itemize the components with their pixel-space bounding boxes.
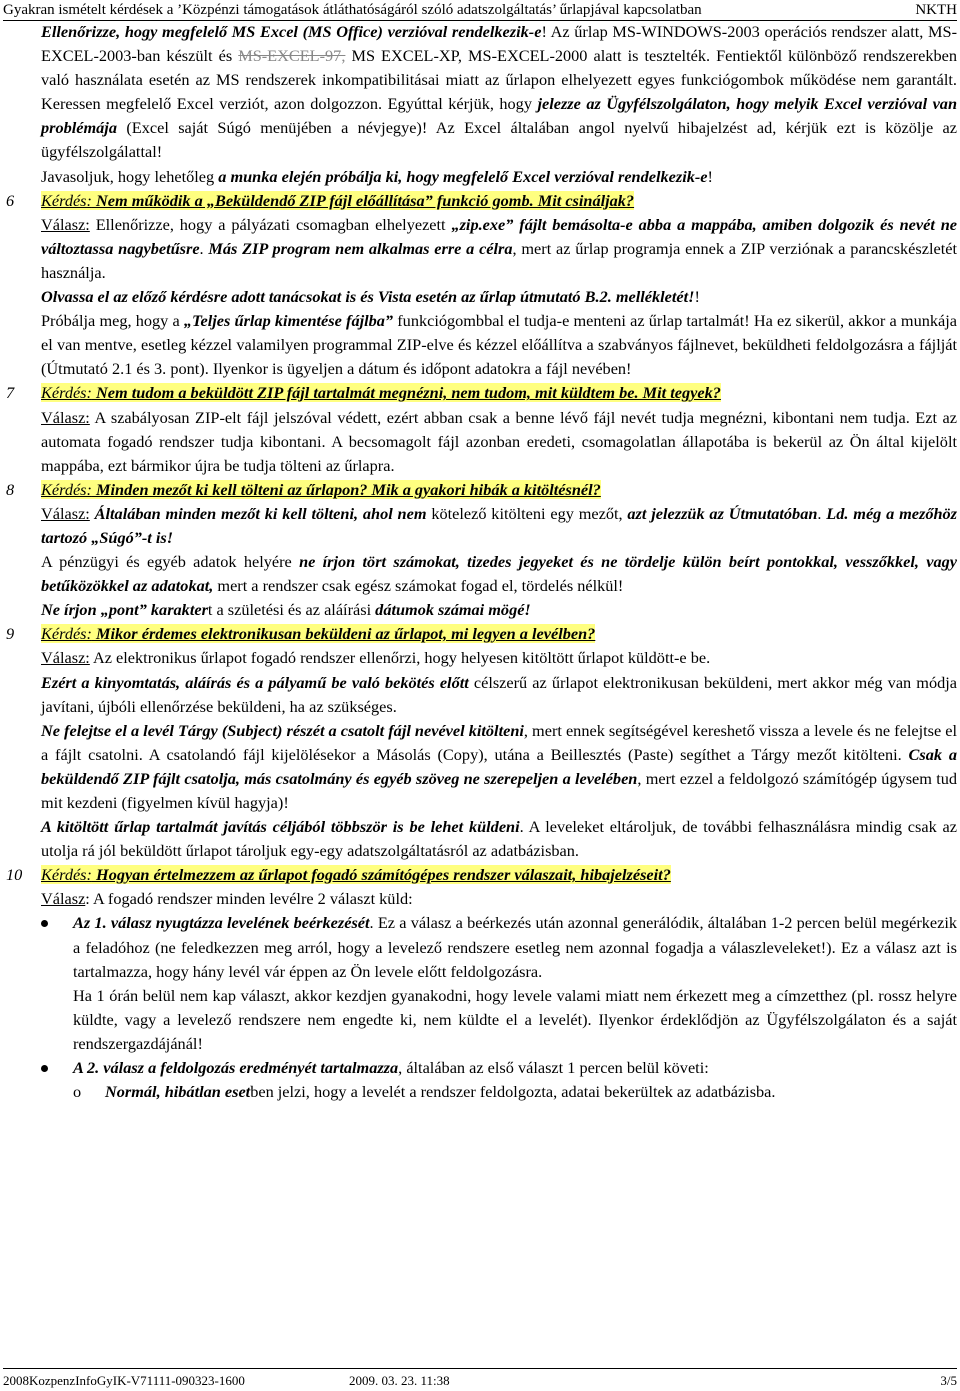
list-item: Az 1. válasz nyugtázza levelének beérkezését. Ez a válasz a beérkezés után azonnal generálódik, általában 1-2 percen belül megérkezik a feladóhoz (ne feledkezzen meg arról, hogy a levelező rendszere esetleg nem azonnal fogadja a válaszleveleket!). Ez a válasz azt is tartalmazza, hogy hány levél vár éppen az Ön levele előtt feldolgozásra. Ha 1 órán belül nem kap választ, akkor kezdjen gyanakodni, hogy levele valami miatt nem érkezett meg a címzetthez (pl. rossz helyre küldte, vagy a levelező rendszere nem engedte ki, nem küldte el a levelét). Ilyenkor érdeklődjön az Ügyfélszolgálaton és a saját rendszergazdájánál! [41,911,957,1056]
faq-answer-subject: Ne felejtse el a levél Tárgy (Subject) részét a csatolt fájl nevével kitölteni, mert ennek segítségével kereshető vissza a levele és ne felejtse el a fájlt csatolni. A csatolandó fájl kijelölésekor a Másolás (Copy), utána a Beillesztés (Paste) segíthet a Tárgy mezőt kitölteni. Csak a beküldendő ZIP fájlt csatolja, más csatolmány és egyéb szöveg ne szerepeljen a levelében, mert ezzel a feldolgozó számítógép úgysem tud mit kezdeni (figyelmen kívül hagyja)! [41,720,958,812]
header-title: Gyakran ismételt kérdések a ’Közpénzi támogatások átláthatóságáról szóló adatszolgáltatás’ űrlapjával kapcsolatban [3,2,702,18]
document-date: 2009. 03. 23. 11:38 [349,1373,450,1388]
sub-list-item: o Normál, hibátlan esetben jelzi, hogy a levelét a rendszer feldolgozta, adatai bekerültek az adatbázisba. [41,1080,957,1104]
faq-answer: Válasz: Általában minden mezőt ki kell tölteni, ahol nem kötelező kitölteni egy mezőt, azt jelezzük az Útmutatóban. Ld. még a mezőhöz tartozó „Súgó”-t is! [41,503,957,547]
sub-bullet-marker: o [73,1082,82,1102]
faq-question: Kérdés: Hogyan értelmezzem az űrlapot fogadó számítógépes rendszer válaszait, hibajelzéseit? [41,865,671,885]
document-id: 2008KozpenzInfoGyIK-V71111-090323-1600 [3,1373,245,1388]
header-org: NKTH [915,2,957,18]
faq-answer: Válasz: Az elektronikus űrlapot fogadó rendszer ellenőrzi, hogy helyesen kitöltött űrlapot küldött-e be. [41,648,711,668]
page-footer [3,1368,957,1389]
faq-answer-numbers: A pénzügyi és egyéb adatok helyére ne írjon tört számokat, tizedes jegyeket és ne tördelje külön beírt pontokkal, vesszőkkel, vagy betűközökkel az adatokat, mert a rendszer csak egész számokat fogad el, tördelés nélkül! [41,552,957,596]
faq-answer-resend: A kitöltött űrlap tartalmát javítás céljából többször is be lehet küldeni. A leveleket eltároljuk, de további felhasználásra mindig csak az utolja rá jól beküldött űrlapot tároljuk egy-egy adatszolgáltatásról az adatbázisban. [41,817,957,861]
faq-item-9 [0,622,960,863]
faq-number: 8 [6,479,15,499]
faq-number: 9 [6,624,15,644]
document-body [0,20,960,1104]
page-number: 3/5 [940,1373,957,1388]
faq-answer: Válasz: A szabályosan ZIP-elt fájl jelszóval védett, ezért abban csak a benne lévő fájl nevét tudja megnézni, kibontani nem tudja. Ezt az automata fogadó rendszer tudja kibontani. A becsomagolt fájl azonban eredeti, csomagolatlan állapotába is bekerül az Ön által kijelölt mappába, ezt bármikor újra be tudja tölteni az űrlapra. [41,407,957,475]
intro-paragraph: Ellenőrizze, hogy megfelelő MS Excel (MS Office) verzióval rendelkezik-e! Az űrlap MS-WINDOWS-2003 operációs rendszer alatt, MS-EXCEL-2003-ban készült és MS-EXCEL-97, MS EXCEL-XP, MS-EXCEL-2000 alatt is tesztelték. Fentiektől különböző rendszerekben való használata esetén az MS rendszerek inkompatibilitásai miatt az űrlapon elhelyezett egyes funkciógombok működése nem garantált. Keressen megfelelő Excel verziót, azon dolgozzon. Egyúttal kérjük, hogy jelezze az Ügyfélszolgálaton, hogy melyik Excel verzióval van problémája (Excel saját Súgó menüjében a névjegye)! Az Excel általában angol nyelvű hibajelzést ad, kérjük ezt is közölje az ügyfélszolgálattal! [41,22,958,162]
faq-question: Kérdés: Mikor érdemes elektronikusan beküldeni az űrlapot, mi legyen a levélben? [41,624,596,644]
bullet-icon [41,1065,48,1072]
faq-number: 6 [6,190,15,210]
strikethrough-text: MS-EXCEL-97, [238,46,346,66]
faq-number: 7 [6,383,15,403]
recommendation-paragraph: Javasoljuk, hogy lehetőleg a munka elején próbálja ki, hogy megfelelő Excel verzióval rendelkezik-e! [41,166,713,186]
list-item: A 2. válasz a feldolgozás eredményét tartalmazza, általában az első választ 1 percen belül követi: [41,1056,957,1080]
faq-answer-tip: Próbálja meg, hogy a „Teljes űrlap kimentése fájlba” funkciógombbal el tudja-e menteni az űrlap tartalmát! Ha ez sikerül, akkor a munkája el van mentve, esetleg kézzel valamilyen programmal ZIP-elve és kézzel előállítva a szabványos fájlnevet, beküldheti feldolgozásra a fájlját (Útmutató 2.1 és 3. pont). Ilyenkor is ügyeljen a dátum és időpont adatokra a fájl nevében! [41,311,957,379]
faq-answer: Válasz: A fogadó rendszer minden levélre 2 választ küld: [41,889,413,909]
faq-question: Kérdés: Nem működik a „Beküldendő ZIP fájl előállítása” funkció gomb. Mit csináljak? [41,190,635,210]
faq-item-10 [0,863,960,1104]
faq-answer-dates: Ne írjon „pont” karaktert a születési és az aláírási dátumok számai mögé! [41,600,531,620]
faq-question: Kérdés: Nem tudom a beküldött ZIP fájl tartalmát megnézni, nem tudom, mit küldtem be. Mit tegyek? [41,383,721,403]
faq-item-7 [0,381,960,477]
faq-item-8 [0,478,960,623]
faq-question: Kérdés: Minden mezőt ki kell tölteni az űrlapon? Mik a gyakori hibák a kitöltésnél? [41,479,601,499]
faq-item-6 [0,189,960,382]
faq-answer: Válasz: Ellenőrizze, hogy a pályázati csomagban elhelyezett „zip.exe” fájlt bemásolta-e abba a mappába, amiben dolgozik és nevét ne változtassa nagybetűsre. Más ZIP program nem alkalmas erre a célra, mert az űrlap programja ennek a ZIP verziónak a parancskészletét használja. [41,214,957,282]
bullet-icon [41,920,48,927]
intro-block [0,20,960,189]
faq-answer-print: Ezért a kinyomtatás, aláírás és a pályamű be való bekötés előtt célszerű az űrlapot elektronikusan beküldeni, mert akkor még van módja javítani, újbóli ellenőrzése beküldeni, ha az szükséges. [41,672,957,716]
page-header [3,2,957,21]
faq-number: 10 [6,865,23,885]
faq-answer-note: Olvassa el az előző kérdésre adott tanácsokat is és Vista esetén az űrlap útmutató B.2. mellékletét!! [41,287,700,307]
